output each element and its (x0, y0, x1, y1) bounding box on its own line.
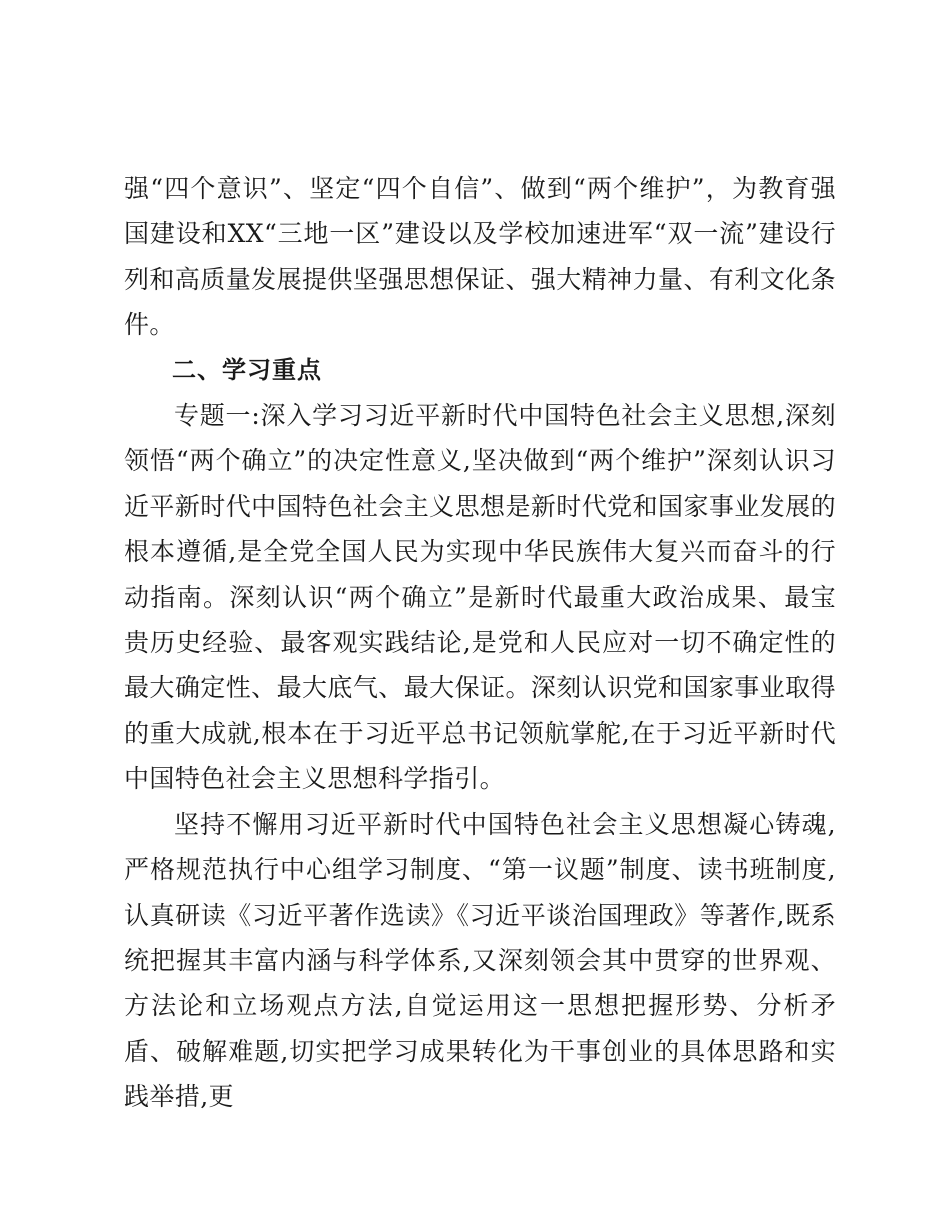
section-heading: 二、学习重点 (172, 355, 322, 384)
paragraph-topic-one: 专题一:深入学习习近平新时代中国特色社会主义思想,深刻领悟“两个确立”的决定性意义,坚决做到“两个维护”深刻认识习近平新时代中国特色社会主义思想是新时代党和国家事业发展的根本遵循,是全党全国人民为实现中华民族伟大复兴而奋斗的行动指南。深刻认识“两个确立”是新时代最重大政治成果、最宝贵历史经验、最客观实践结论,是党和人民应对一切不确定性的最大确定性、最大底气、最大保证。深刻认识党和国家事业取得的重大成就,根本在于习近平总书记领航掌舵,在于习近平新时代中国特色社会主义思想科学指引。 (124, 401, 836, 794)
paragraph-continuation: 强“四个意识”、坚定“四个自信”、做到“两个维护”，为教育强国建设和XX“三地一区”建设以及学校加速进军“双一流”建设行列和高质量发展提供坚强思想保证、强大精神力量、有利文化条件。 (124, 174, 836, 340)
document-body (124, 166, 836, 1120)
paragraph-three: 坚持不懈用习近平新时代中国特色社会主义思想凝心铸魂,严格规范执行中心组学习制度、“第一议题”制度、读书班制度,认真研读《习近平著作选读》《习近平谈治国理政》等著作,既系统把握其丰富内涵与科学体系,又深刻领会其中贯穿的世界观、方法论和立场观点方法,自觉运用这一思想把握形势、分析矛盾、破解难题,切实把学习成果转化为干事创业的具体思路和实践举措,更 (124, 809, 836, 1112)
